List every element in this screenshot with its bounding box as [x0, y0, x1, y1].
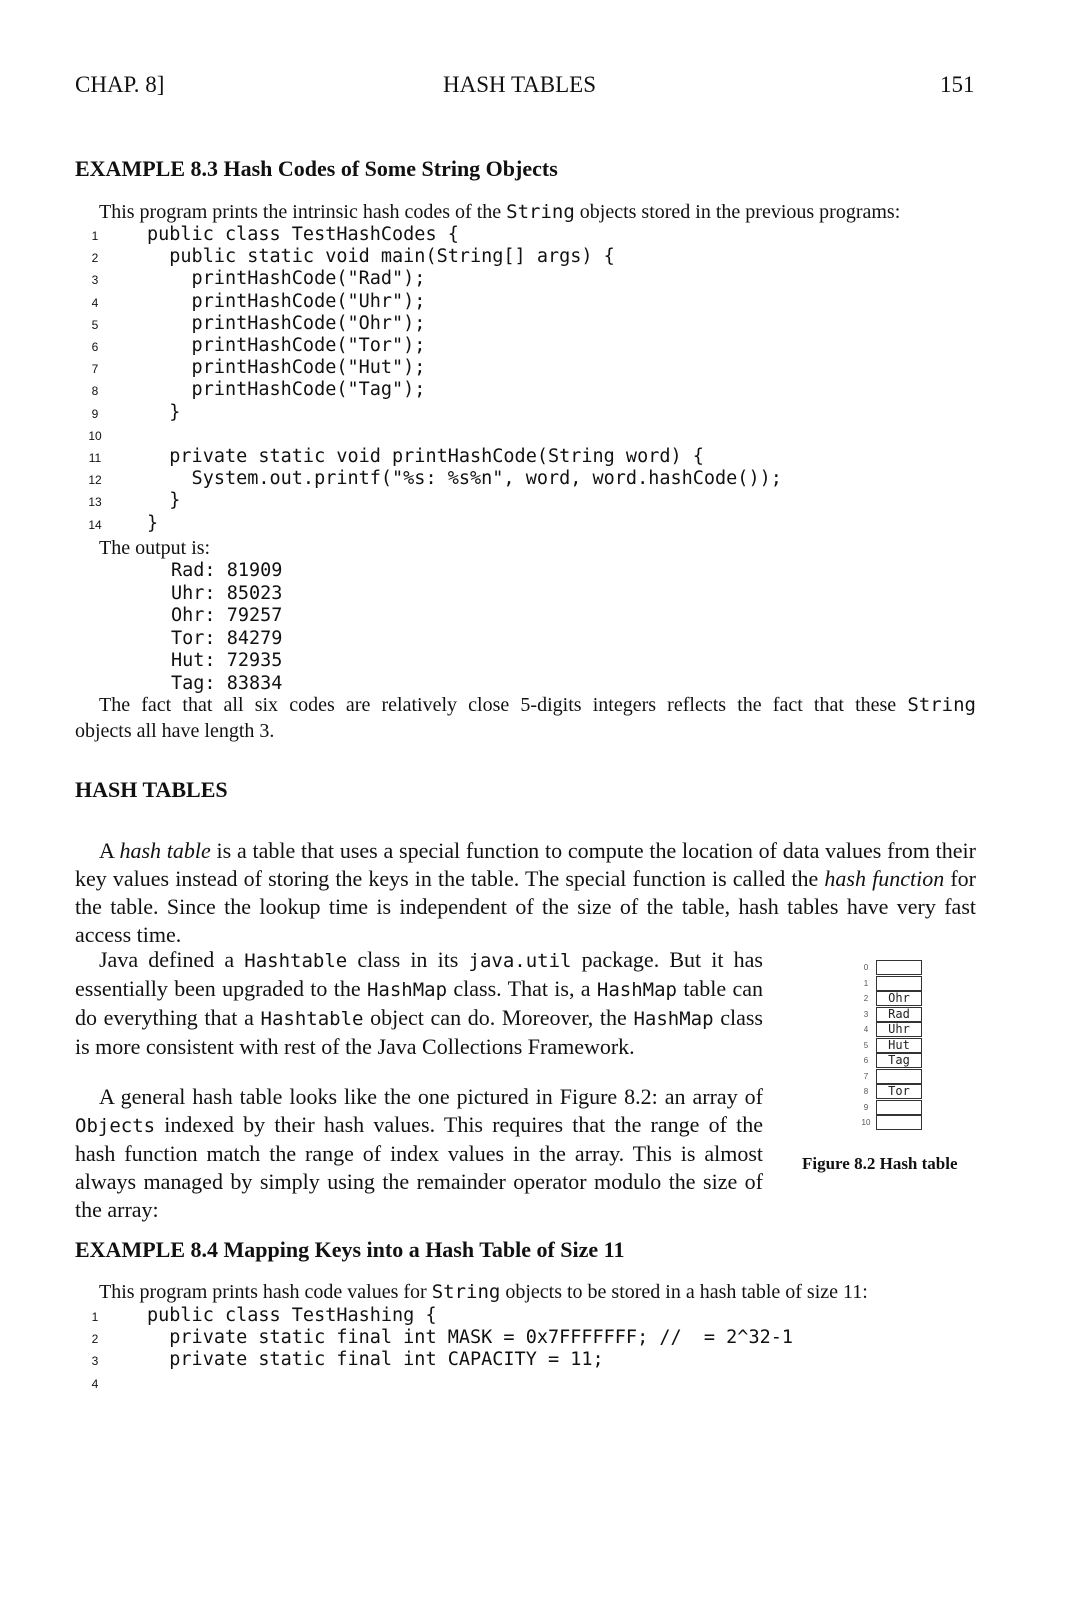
- line-number: 2: [91, 1332, 99, 1347]
- line-number: 5: [91, 317, 99, 332]
- figure-index-label: 10: [861, 1118, 871, 1127]
- output-line: Uhr: 85023: [171, 582, 283, 604]
- code-line: printHashCode("Uhr");: [147, 290, 426, 312]
- output-line: Hut: 72935: [171, 650, 283, 671]
- example-8-3-heading: EXAMPLE 8.3 Hash Codes of Some String Objects: [75, 156, 558, 181]
- example-8-4-intro: This program prints hash code values for String objects to be stored in a hash table of size 11:: [99, 1281, 868, 1303]
- code-line: public class TestHashCodes {: [147, 224, 459, 245]
- code-line: }: [147, 512, 159, 534]
- figure-array-cell: Ohr: [876, 991, 922, 1006]
- java-hashtable-paragraph: Java defined a Hashtable class in its java.util package. But it has essentially been upgraded to the HashMap class. That is, a HashMap table can do everything that a Hashtable object can do. Moreover, the HashMap class is more consistent with rest of the Java Collections Framework.: [75, 947, 763, 1059]
- figure-array-cell: [876, 976, 922, 991]
- line-number: 9: [91, 406, 99, 421]
- line-number: 3: [91, 1354, 99, 1369]
- figure-array-cell: [876, 960, 922, 975]
- code-line: }: [147, 401, 181, 423]
- figure-index-label: 0: [863, 963, 869, 972]
- figure-index-label: 2: [863, 994, 869, 1003]
- code-line: private static void printHashCode(String word) {: [147, 446, 704, 467]
- code-line: private static final int CAPACITY = 11;: [147, 1349, 604, 1371]
- line-number: 1: [91, 229, 99, 243]
- line-number: 2: [91, 251, 99, 266]
- figure-caption: Figure 8.2 Hash table: [802, 1154, 958, 1173]
- section-heading: HASH TABLES: [75, 777, 228, 802]
- figure-array-cell: [876, 1100, 922, 1115]
- output-line: Rad: 81909: [171, 560, 283, 581]
- line-number: 12: [88, 473, 102, 488]
- output-line: Tor: 84279: [171, 627, 283, 649]
- hash-table-definition-paragraph: A hash table is a table that uses a special function to compute the location of data values from their key values instead of storing the keys in the table. The special function is called the hash function for the table. Since the lookup time is independent of the size of the table, hash tables have very fast access time.: [75, 838, 976, 947]
- example-8-4-heading: EXAMPLE 8.4 Mapping Keys into a Hash Table of Size 11: [75, 1237, 625, 1262]
- running-title: HASH TABLES: [443, 72, 597, 97]
- figure-index-label: 6: [863, 1056, 869, 1065]
- code-line: public class TestHashing {: [147, 1305, 437, 1326]
- figure-index-label: 8: [863, 1087, 869, 1096]
- line-number: 6: [91, 340, 99, 354]
- figure-array-cell: [876, 1069, 922, 1084]
- chapter-label: CHAP. 8]: [75, 72, 165, 97]
- line-number: 10: [88, 428, 102, 443]
- line-number: 14: [88, 517, 102, 532]
- code-line: private static final int MASK = 0x7FFFFFFF; // = 2^32-1: [147, 1327, 794, 1349]
- figure-index-label: 1: [863, 978, 869, 988]
- code-line: printHashCode("Rad");: [147, 268, 426, 290]
- code-line: printHashCode("Tag");: [147, 379, 426, 401]
- code-line: }: [147, 490, 181, 512]
- code-line: printHashCode("Hut");: [147, 357, 426, 379]
- page-number: 151: [940, 72, 975, 97]
- code-line: printHashCode("Ohr");: [147, 312, 426, 334]
- output-label: The output is:: [99, 537, 211, 559]
- figure-index-label: 5: [863, 1040, 869, 1050]
- output-line: Ohr: 79257: [171, 605, 283, 626]
- line-number: 13: [88, 495, 102, 510]
- general-hash-table-paragraph: A general hash table looks like the one pictured in Figure 8.2: an array of Objects indexed by their hash values. This requires that the range of the hash function match the range of index values in the array. This is almost always managed by simply using the remainder operator modulo the size of the array:: [75, 1084, 763, 1222]
- figure-array-cell: Tor: [876, 1084, 922, 1099]
- line-number: 7: [91, 362, 99, 377]
- line-number: 11: [88, 451, 102, 465]
- line-number: 4: [91, 1376, 99, 1391]
- line-number: 1: [91, 1310, 99, 1324]
- example-8-3-intro: This program prints the intrinsic hash codes of the String objects stored in the previous programs:: [99, 201, 901, 223]
- code-line: System.out.printf("%s: %s%n", word, word.hashCode());: [147, 468, 782, 490]
- code-line: public static void main(String[] args) {: [147, 246, 615, 268]
- code-line: printHashCode("Tor");: [147, 335, 426, 356]
- figure-array-cell: Hut: [876, 1038, 922, 1053]
- figure-array-cell: [876, 1115, 922, 1130]
- figure-array-cell: Tag: [876, 1053, 922, 1068]
- figure-index-label: 3: [863, 1009, 869, 1019]
- example-8-3-conclusion-line2: objects all have length 3.: [75, 720, 275, 742]
- line-number: 8: [91, 384, 99, 399]
- figure-index-label: 4: [863, 1025, 869, 1034]
- figure-array-cell: Rad: [876, 1007, 922, 1022]
- output-line: Tag: 83834: [171, 672, 283, 694]
- figure-index-label: 9: [863, 1102, 869, 1112]
- line-number: 3: [91, 273, 99, 288]
- figure-index-label: 7: [863, 1071, 869, 1081]
- example-8-3-conclusion: The fact that all six codes are relatively close 5-digits integers reflects the fact that these String: [99, 694, 976, 716]
- figure-array-cell: Uhr: [876, 1022, 922, 1037]
- line-number: 4: [91, 295, 99, 310]
